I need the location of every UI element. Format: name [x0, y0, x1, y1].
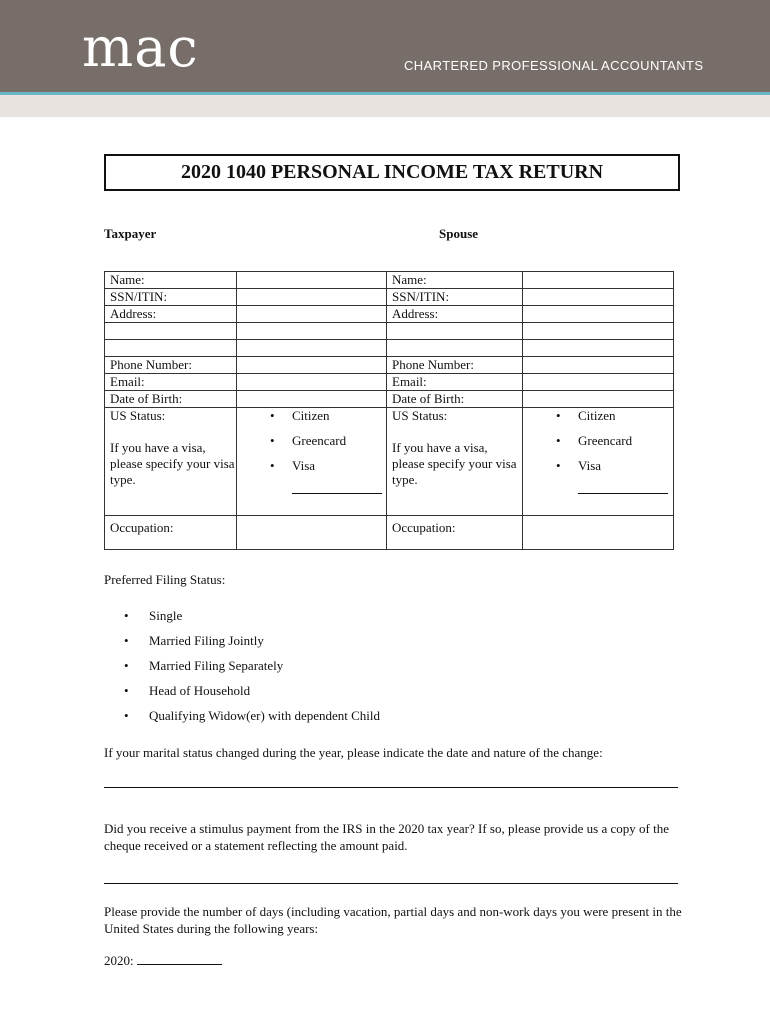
- bullet-icon: •: [124, 608, 129, 623]
- header-band: [0, 95, 770, 117]
- taxpayer-email-label: Email:: [105, 374, 237, 391]
- spouse-name-label: Name:: [387, 272, 523, 289]
- row-address-3: [105, 340, 674, 357]
- bullet-icon: •: [270, 458, 275, 473]
- taxpayer-address-label: Address:: [105, 306, 237, 323]
- taxpayer-visa-type-field[interactable]: [292, 483, 382, 494]
- header-bar: [0, 0, 770, 92]
- spouse-us-status-label: US Status:: [392, 408, 448, 423]
- bullet-icon: •: [556, 408, 561, 423]
- row-name: [105, 272, 674, 289]
- filing-option-married-separately[interactable]: [104, 657, 380, 682]
- spouse-status-visa-label: Visa: [578, 458, 602, 473]
- row-address: [105, 306, 674, 323]
- bullet-icon: •: [124, 683, 129, 698]
- spouse-status-citizen[interactable]: [528, 408, 673, 433]
- days-present-question: Please provide the number of days (including vacation, partial days and non-work days you were present in the United States during the following years:: [104, 904, 682, 936]
- spouse-phone-field[interactable]: [523, 357, 674, 374]
- spouse-status-greencard[interactable]: [528, 433, 673, 458]
- bullet-icon: •: [124, 658, 129, 673]
- marital-change-answer-field[interactable]: [104, 787, 678, 788]
- spouse-phone-label: Phone Number:: [387, 357, 523, 374]
- taxpayer-dob-label: Date of Birth:: [105, 391, 237, 408]
- spouse-occupation-label: Occupation:: [387, 516, 523, 550]
- bullet-icon: •: [556, 458, 561, 473]
- spouse-visa-note: If you have a visa, please specify your visa type.: [392, 440, 517, 487]
- filing-option-label: Qualifying Widow(er) with dependent Child: [149, 708, 381, 723]
- spouse-status-greencard-label: Greencard: [578, 433, 633, 448]
- spouse-dob-field[interactable]: [523, 391, 674, 408]
- filing-option-single[interactable]: [104, 607, 380, 632]
- spouse-address-label: Address:: [387, 306, 523, 323]
- taxpayer-us-status-label: US Status:: [110, 408, 166, 423]
- stimulus-question: Did you receive a stimulus payment from the IRS in the 2020 tax year? If so, please provide us a copy of the cheque received or a statement reflecting the amount paid.: [104, 821, 669, 853]
- taxpayer-name-label: Name:: [105, 272, 237, 289]
- taxpayer-heading: Taxpayer: [104, 226, 157, 241]
- taxpayer-status-greencard-label: Greencard: [292, 433, 347, 448]
- spouse-ssn-label: SSN/ITIN:: [387, 289, 523, 306]
- taxpayer-ssn-field[interactable]: [237, 289, 387, 306]
- marital-change-question: If your marital status changed during the year, please indicate the date and nature of the change:: [104, 745, 603, 760]
- spouse-ssn-field[interactable]: [523, 289, 674, 306]
- spouse-address-field[interactable]: [523, 306, 674, 323]
- stimulus-answer-field[interactable]: [104, 883, 678, 884]
- spouse-status-visa[interactable]: [528, 458, 673, 483]
- spouse-heading: Spouse: [439, 226, 479, 241]
- filing-option-head-of-household[interactable]: [104, 682, 380, 707]
- year-2020-label: 2020:: [104, 953, 134, 968]
- year-2020-row: [104, 952, 684, 969]
- taxpayer-visa-note: If you have a visa, please specify your visa type.: [110, 440, 235, 487]
- taxpayer-occupation-field[interactable]: [237, 516, 387, 550]
- company-tagline: CHARTERED PROFESSIONAL ACCOUNTANTS: [404, 58, 704, 73]
- spouse-occupation-field[interactable]: [523, 516, 674, 550]
- spouse-dob-label: Date of Birth:: [387, 391, 523, 408]
- row-email: [105, 374, 674, 391]
- taxpayer-phone-field[interactable]: [237, 357, 387, 374]
- taxpayer-status-visa-label: Visa: [292, 458, 316, 473]
- spouse-email-field[interactable]: [523, 374, 674, 391]
- filing-status-label: Preferred Filing Status:: [104, 572, 226, 587]
- spouse-us-status-cell: [387, 408, 523, 516]
- filing-option-label: Married Filing Separately: [149, 658, 284, 673]
- spouse-name-field[interactable]: [523, 272, 674, 289]
- filing-status-list: [104, 607, 380, 732]
- taxpayer-status-citizen[interactable]: [242, 408, 386, 433]
- taxpayer-status-visa[interactable]: [242, 458, 386, 483]
- taxpayer-address-line-3[interactable]: [105, 340, 237, 357]
- taxpayer-name-field[interactable]: [237, 272, 387, 289]
- row-dob: [105, 391, 674, 408]
- taxpayer-address-field-2[interactable]: [237, 323, 387, 340]
- spouse-status-citizen-label: Citizen: [578, 408, 616, 423]
- filing-option-label: Head of Household: [149, 683, 251, 698]
- company-logo: mac: [82, 16, 199, 79]
- bullet-icon: •: [270, 433, 275, 448]
- taxpayer-us-status-cell: [105, 408, 237, 516]
- spouse-us-status-options: [523, 408, 674, 516]
- form-title: 2020 1040 PERSONAL INCOME TAX RETURN: [104, 154, 680, 191]
- bullet-icon: •: [556, 433, 561, 448]
- taxpayer-phone-label: Phone Number:: [105, 357, 237, 374]
- spouse-address-line-3[interactable]: [387, 340, 523, 357]
- spouse-address-line-2[interactable]: [387, 323, 523, 340]
- filing-option-qualifying-widow[interactable]: [104, 707, 380, 732]
- filing-option-married-jointly[interactable]: [104, 632, 380, 657]
- taxpayer-us-status-options: [237, 408, 387, 516]
- row-us-status: [105, 408, 674, 516]
- year-2020-days-field[interactable]: [137, 952, 222, 965]
- bullet-icon: •: [270, 408, 275, 423]
- filing-option-label: Married Filing Jointly: [149, 633, 264, 648]
- taxpayer-status-citizen-label: Citizen: [292, 408, 330, 423]
- personal-info-table: [104, 271, 674, 550]
- taxpayer-status-greencard[interactable]: [242, 433, 386, 458]
- spouse-email-label: Email:: [387, 374, 523, 391]
- bullet-icon: •: [124, 708, 129, 723]
- filing-option-label: Single: [149, 608, 183, 623]
- taxpayer-address-field-3[interactable]: [237, 340, 387, 357]
- taxpayer-ssn-label: SSN/ITIN:: [105, 289, 237, 306]
- taxpayer-email-field[interactable]: [237, 374, 387, 391]
- row-phone: [105, 357, 674, 374]
- taxpayer-address-field[interactable]: [237, 306, 387, 323]
- taxpayer-dob-field[interactable]: [237, 391, 387, 408]
- row-address-2: [105, 323, 674, 340]
- spouse-address-field-2[interactable]: [523, 323, 674, 340]
- bullet-icon: •: [124, 633, 129, 648]
- spouse-address-field-3[interactable]: [523, 340, 674, 357]
- spouse-visa-type-field[interactable]: [578, 483, 668, 494]
- row-ssn: [105, 289, 674, 306]
- row-occupation: [105, 516, 674, 550]
- taxpayer-address-line-2[interactable]: [105, 323, 237, 340]
- taxpayer-occupation-label: Occupation:: [105, 516, 237, 550]
